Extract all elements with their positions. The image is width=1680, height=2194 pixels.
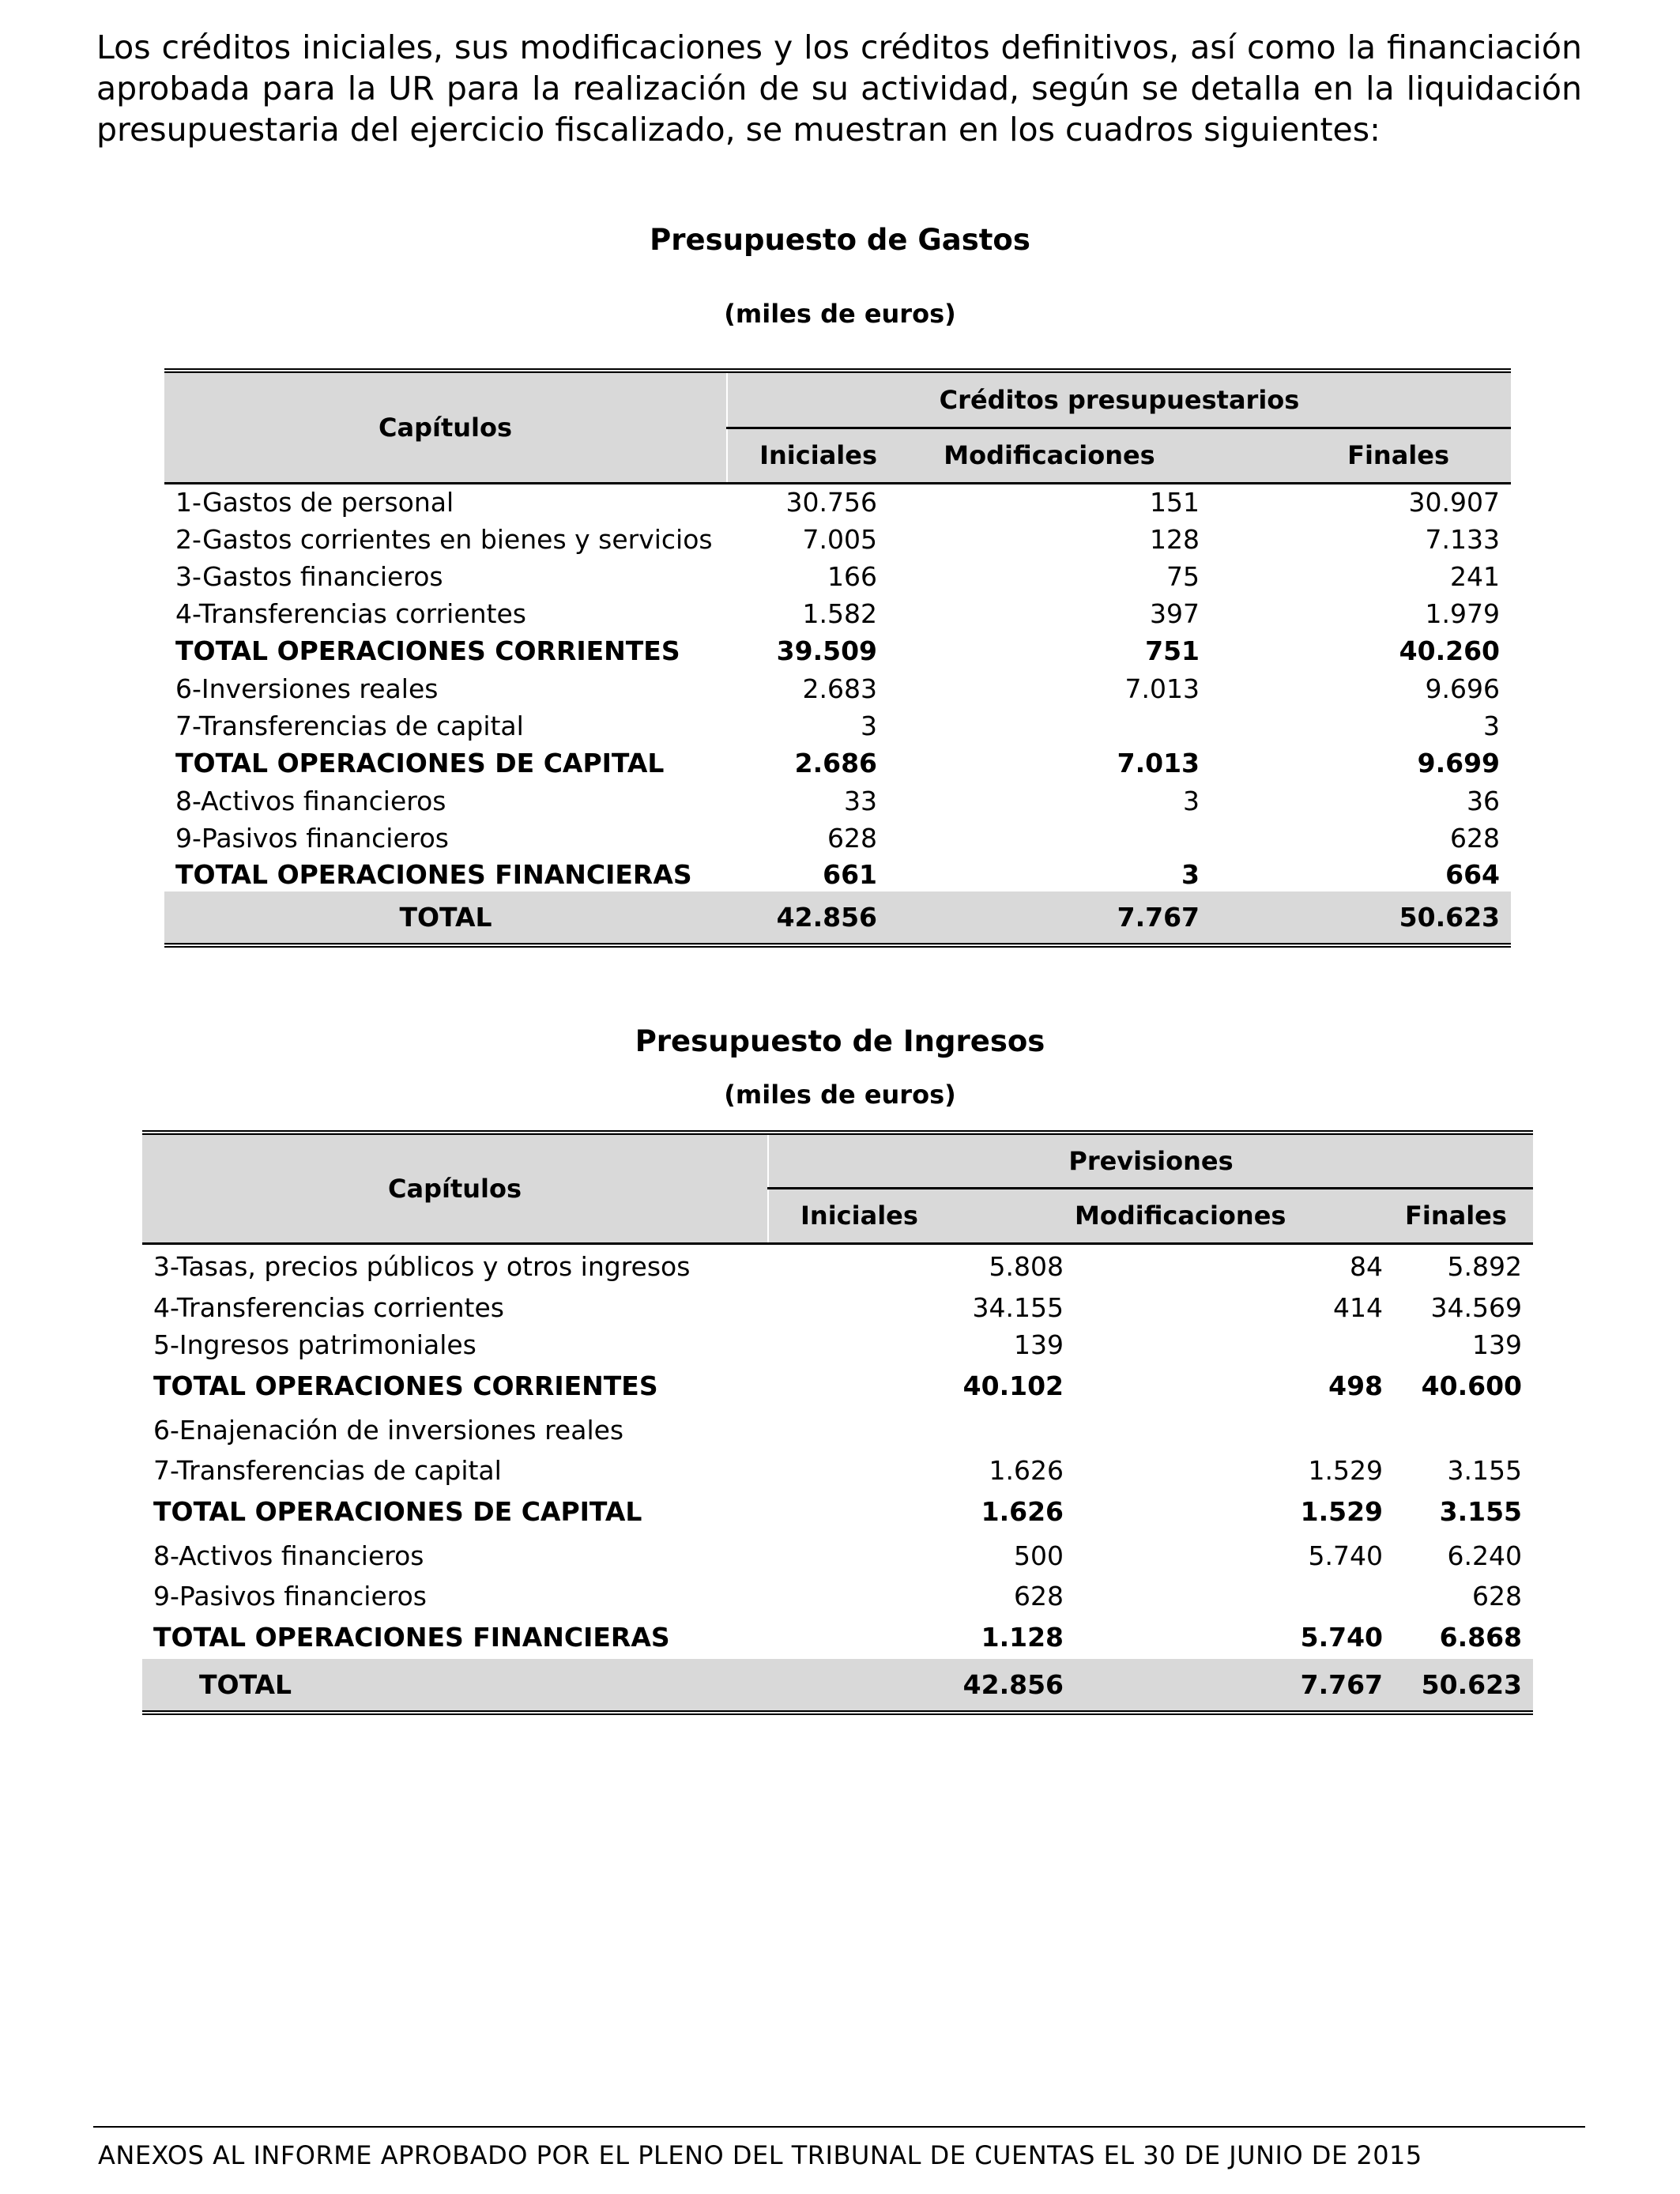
cell-finales: 628 <box>1472 1581 1523 1612</box>
row-label: 7-Transferencias de capital <box>153 1455 502 1486</box>
cell-finales: 40.260 <box>1399 635 1500 666</box>
cell-iniciales: 1.626 <box>981 1495 1064 1527</box>
table-row <box>142 1452 1533 1489</box>
cell-modificaciones: 7.767 <box>888 892 1211 945</box>
cell-finales: 6.868 <box>1439 1621 1523 1653</box>
subtotal-row <box>142 1363 1533 1408</box>
cell-finales: 3 <box>1483 711 1500 741</box>
ingresos-unit: (miles de euros) <box>724 1080 956 1110</box>
cell-finales: 241 <box>1450 561 1500 592</box>
cell-modificaciones: 751 <box>1145 635 1200 666</box>
ingresos-header-modificaciones: Modificaciones <box>1075 1188 1394 1243</box>
cell-iniciales: 40.102 <box>962 1370 1064 1401</box>
cell-modificaciones <box>888 707 1211 745</box>
ingresos-header-iniciales: Iniciales <box>768 1188 1075 1243</box>
subtotal-row <box>164 745 1511 782</box>
subtotal-row <box>164 632 1511 669</box>
row-label: TOTAL <box>164 892 727 945</box>
cell-iniciales: 30.756 <box>785 487 877 518</box>
cell-iniciales: 34.155 <box>972 1292 1064 1323</box>
gastos-table <box>164 368 1511 948</box>
cell-modificaciones: 128 <box>1150 524 1200 555</box>
cell-finales: 34.569 <box>1430 1292 1523 1323</box>
row-label: 6-Enajenación de inversiones reales <box>153 1414 624 1446</box>
cell-modificaciones: 7.767 <box>1075 1659 1394 1713</box>
row-label: 3-Gastos financieros <box>175 561 443 592</box>
cell-finales: 30.907 <box>1408 487 1500 518</box>
row-label: 9-Pasivos financieros <box>175 823 449 854</box>
subtotal-row <box>142 1615 1533 1659</box>
table-row <box>142 1578 1533 1615</box>
cell-iniciales: 5.808 <box>989 1251 1064 1283</box>
row-label: TOTAL OPERACIONES CORRIENTES <box>153 1370 658 1401</box>
cell-modificaciones <box>1075 1326 1394 1363</box>
table-row <box>164 820 1511 857</box>
row-label: TOTAL OPERACIONES DE CAPITAL <box>175 748 665 778</box>
cell-modificaciones <box>1075 1408 1394 1452</box>
cell-iniciales: 1.626 <box>989 1455 1064 1486</box>
cell-modificaciones: 75 <box>1166 561 1200 592</box>
cell-finales: 9.699 <box>1417 748 1500 778</box>
row-label: 3-Tasas, precios públicos y otros ingresos <box>153 1251 691 1283</box>
table-row <box>142 1326 1533 1363</box>
cell-modificaciones: 1.529 <box>1308 1455 1383 1486</box>
row-label: TOTAL OPERACIONES FINANCIERAS <box>153 1621 670 1653</box>
footer-divider <box>93 2126 1585 2128</box>
ingresos-header-group: Previsiones <box>768 1133 1533 1188</box>
row-label: 4-Transferencias corrientes <box>153 1292 504 1323</box>
cell-iniciales: 3 <box>861 711 877 741</box>
cell-iniciales: 500 <box>1014 1540 1064 1571</box>
cell-iniciales: 628 <box>1014 1581 1064 1612</box>
cell-iniciales: 39.509 <box>776 635 877 666</box>
row-label: 5-Ingresos patrimoniales <box>153 1329 477 1360</box>
cell-modificaciones: 151 <box>1150 487 1200 518</box>
cell-iniciales: 628 <box>827 823 877 854</box>
cell-finales: 36 <box>1467 785 1500 816</box>
table-row <box>164 558 1511 595</box>
gastos-header-group: Créditos presupuestarios <box>727 371 1511 428</box>
ingresos-title: Presupuesto de Ingresos <box>635 1024 1045 1058</box>
cell-finales: 50.623 <box>1394 1659 1533 1713</box>
table-row <box>164 595 1511 632</box>
table-row <box>164 782 1511 820</box>
cell-modificaciones <box>1075 1578 1394 1615</box>
cell-finales: 664 <box>1445 858 1500 890</box>
row-label: 8-Activos financieros <box>175 785 446 816</box>
cell-iniciales: 166 <box>827 561 877 592</box>
row-label: 1-Gastos de personal <box>175 487 454 518</box>
gastos-header-finales: Finales <box>1211 428 1511 483</box>
cell-iniciales: 42.856 <box>727 892 888 945</box>
ingresos-table <box>142 1130 1533 1715</box>
cell-finales: 3.155 <box>1439 1495 1523 1527</box>
total-row <box>164 892 1511 945</box>
table-row <box>164 483 1511 521</box>
cell-finales: 139 <box>1472 1329 1523 1360</box>
row-label: TOTAL OPERACIONES DE CAPITAL <box>153 1495 642 1527</box>
cell-iniciales: 42.856 <box>768 1659 1075 1713</box>
gastos-title: Presupuesto de Gastos <box>650 223 1030 257</box>
cell-modificaciones: 7.013 <box>1117 748 1200 778</box>
cell-iniciales: 1.582 <box>802 598 877 629</box>
row-label: TOTAL OPERACIONES FINANCIERAS <box>175 858 692 890</box>
cell-modificaciones: 414 <box>1333 1292 1383 1323</box>
cell-finales: 6.240 <box>1447 1540 1523 1571</box>
total-row <box>142 1659 1533 1713</box>
ingresos-header-chapters: Capítulos <box>142 1133 768 1243</box>
gastos-unit: (miles de euros) <box>724 299 956 329</box>
cell-iniciales: 33 <box>844 785 877 816</box>
cell-finales: 628 <box>1450 823 1500 854</box>
cell-modificaciones: 5.740 <box>1300 1621 1383 1653</box>
table-row <box>164 521 1511 558</box>
row-label: TOTAL OPERACIONES CORRIENTES <box>175 635 680 666</box>
cell-iniciales: 7.005 <box>802 524 877 555</box>
cell-modificaciones: 3 <box>1183 785 1200 816</box>
page-footer: ANEXOS AL INFORME APROBADO POR EL PLENO DEL TRIBUNAL DE CUENTAS EL 30 DE JUNIO DE 2015 <box>98 2140 1422 2170</box>
table-row <box>142 1243 1533 1289</box>
table-row <box>142 1289 1533 1326</box>
cell-finales: 5.892 <box>1447 1251 1523 1283</box>
cell-modificaciones: 397 <box>1150 598 1200 629</box>
row-label: TOTAL <box>142 1659 768 1713</box>
cell-finales <box>1394 1408 1533 1452</box>
row-label: 9-Pasivos financieros <box>153 1581 427 1612</box>
intro-paragraph: Los créditos iniciales, sus modificaciones y los créditos definitivos, así como la financiación aprobada para la UR para la realización de su actividad, según se detalla en la liquidación presupuestaria del ejercicio fiscalizado, se muestran en los cuadros siguientes: <box>96 28 1582 149</box>
cell-iniciales <box>768 1408 1075 1452</box>
cell-finales: 9.696 <box>1425 673 1500 704</box>
row-label: 2-Gastos corrientes en bienes y servicios <box>175 524 713 555</box>
cell-finales: 3.155 <box>1447 1455 1523 1486</box>
cell-modificaciones: 1.529 <box>1300 1495 1383 1527</box>
cell-modificaciones: 5.740 <box>1308 1540 1383 1571</box>
cell-iniciales: 2.683 <box>802 673 877 704</box>
gastos-header-chapters: Capítulos <box>164 371 727 483</box>
cell-finales: 40.600 <box>1421 1370 1523 1401</box>
subtotal-row <box>142 1489 1533 1533</box>
row-label: 4-Transferencias corrientes <box>175 598 526 629</box>
cell-finales: 1.979 <box>1425 598 1500 629</box>
gastos-header-modificaciones: Modificaciones <box>888 428 1211 483</box>
cell-finales: 7.133 <box>1425 524 1500 555</box>
cell-iniciales: 661 <box>823 858 877 890</box>
cell-modificaciones: 7.013 <box>1124 673 1200 704</box>
table-row <box>164 707 1511 745</box>
subtotal-row <box>164 857 1511 892</box>
cell-modificaciones: 3 <box>1181 858 1200 890</box>
cell-modificaciones: 498 <box>1328 1370 1383 1401</box>
table-row <box>142 1408 1533 1452</box>
cell-iniciales: 139 <box>1014 1329 1064 1360</box>
cell-finales: 50.623 <box>1211 892 1511 945</box>
row-label: 7-Transferencias de capital <box>175 711 524 741</box>
row-label: 6-Inversiones reales <box>175 673 439 704</box>
row-label: 8-Activos financieros <box>153 1540 424 1571</box>
cell-iniciales: 1.128 <box>981 1621 1064 1653</box>
cell-modificaciones <box>888 820 1211 857</box>
cell-iniciales: 2.686 <box>794 748 877 778</box>
table-row <box>142 1533 1533 1578</box>
table-row <box>164 669 1511 707</box>
ingresos-header-finales: Finales <box>1394 1188 1533 1243</box>
cell-modificaciones: 84 <box>1350 1251 1383 1283</box>
gastos-header-iniciales: Iniciales <box>727 428 888 483</box>
